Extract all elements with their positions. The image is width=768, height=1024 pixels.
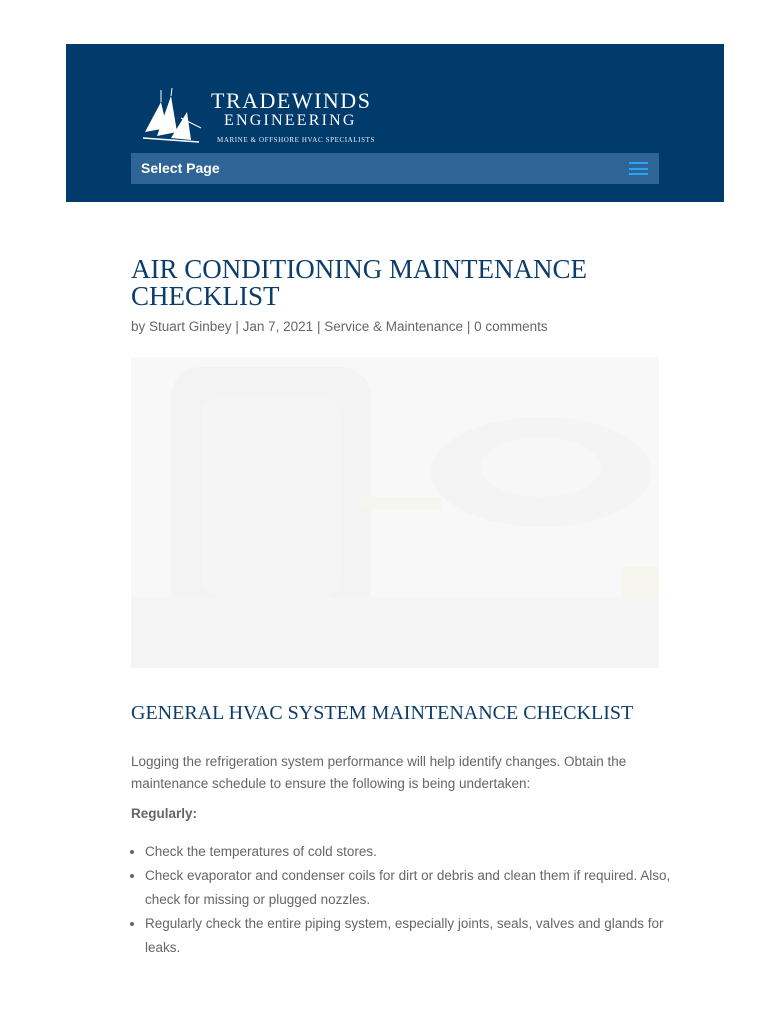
logo-subtitle: ENGINEERING bbox=[224, 112, 357, 129]
maintenance-checklist bbox=[131, 840, 675, 960]
list-item: • Regularly check the entire piping system, especially joints, seals, valves and glands for leaks. bbox=[145, 912, 675, 960]
meta-by: by bbox=[131, 319, 146, 334]
site-logo[interactable] bbox=[141, 84, 386, 148]
meta-separator: | bbox=[316, 319, 321, 334]
select-page-menu[interactable] bbox=[131, 153, 659, 184]
intro-paragraph: Logging the refrigeration system performance will help identify changes. Obtain the maintenance schedule to ensure the following is being undertaken: bbox=[131, 754, 627, 791]
author-link[interactable]: Stuart Ginbey bbox=[149, 319, 232, 334]
post-meta bbox=[131, 319, 548, 334]
meta-separator: | bbox=[235, 319, 239, 334]
post-date: Jan 7, 2021 bbox=[242, 319, 314, 334]
comments-link[interactable]: 0 comments bbox=[474, 319, 548, 334]
sailing-ship-logo-icon bbox=[141, 88, 205, 146]
list-item: • Check the temperatures of cold stores. bbox=[145, 840, 675, 864]
select-page-label: Select Page bbox=[141, 160, 220, 176]
logo-tagline: MARINE & OFFSHORE HVAC SPECIALISTS bbox=[217, 136, 375, 144]
category-link[interactable]: Service & Maintenance bbox=[324, 319, 464, 334]
list-item: • Check evaporator and condenser coils for dirt or debris and clean them if required. Also, check for missing or plugged nozzles. bbox=[145, 864, 675, 912]
logo-title: TRADEWINDS bbox=[211, 88, 372, 113]
featured-image bbox=[131, 357, 659, 668]
regularly-label: Regularly: bbox=[131, 806, 198, 821]
hamburger-menu-icon[interactable] bbox=[629, 162, 648, 175]
site-header bbox=[66, 44, 724, 202]
meta-separator: | bbox=[466, 319, 471, 334]
post-title: AIR CONDITIONING MAINTENANCE CHECKLIST bbox=[131, 254, 587, 311]
section-heading: GENERAL HVAC SYSTEM MAINTENANCE CHECKLIST bbox=[131, 702, 634, 724]
